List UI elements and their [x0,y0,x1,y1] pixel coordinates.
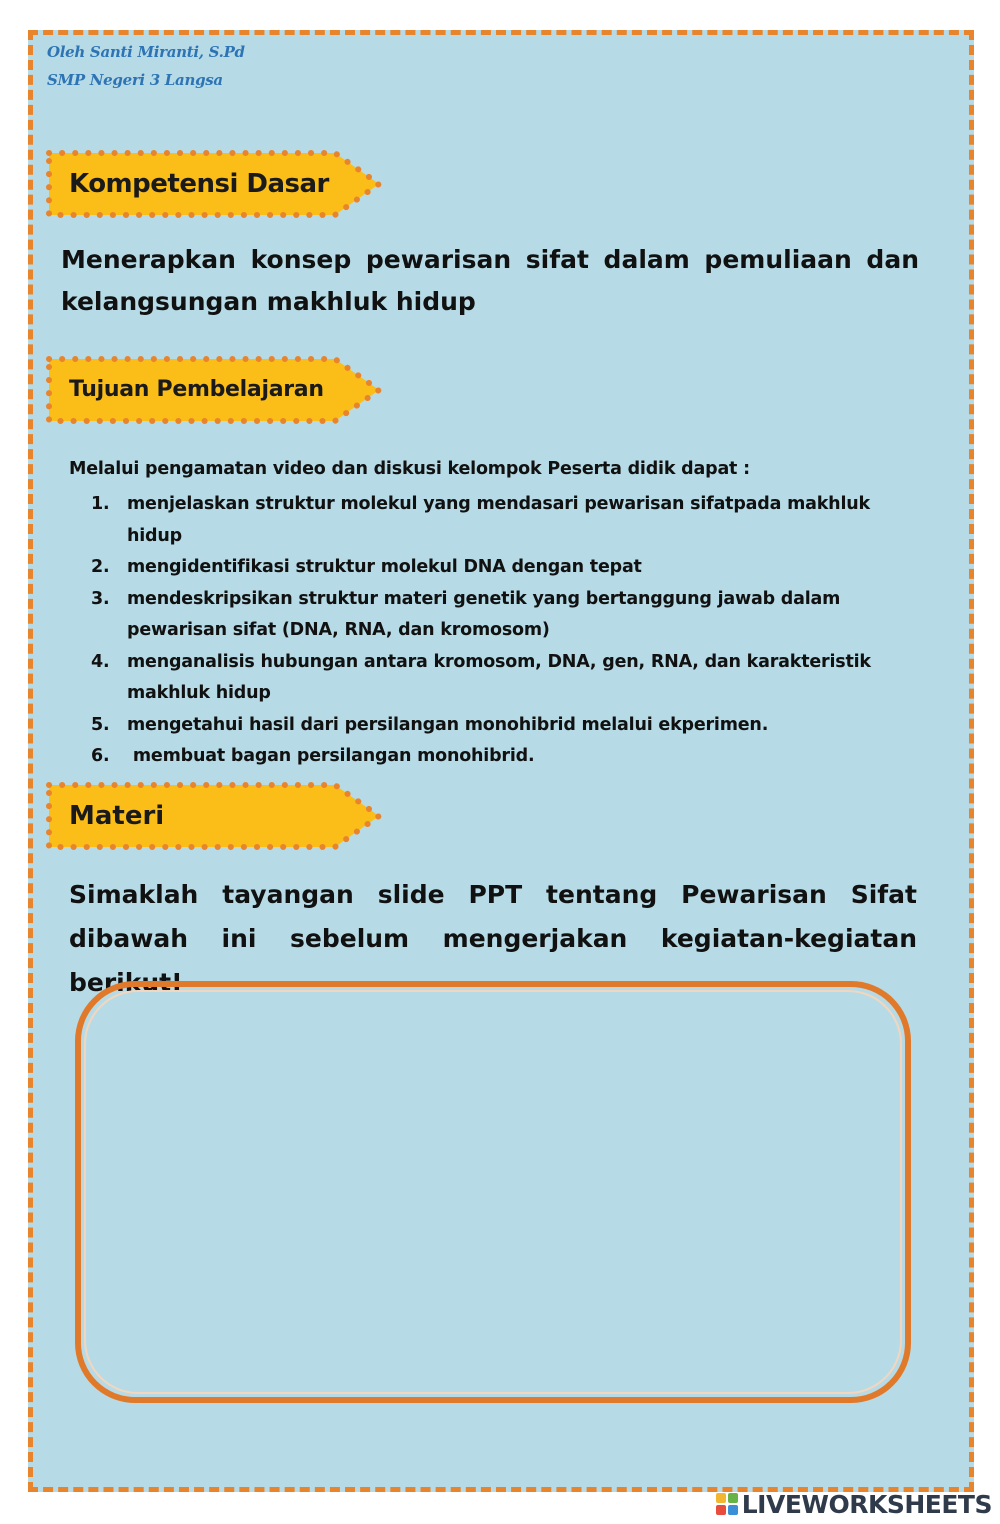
kompetensi-dasar-banner [45,149,385,219]
item-number: 6. [91,746,110,766]
materi-heading: Materi [69,801,165,831]
list-item [91,552,911,584]
item-text: mengetahui hasil dari persilangan monohibrid melalui ekperimen. [127,714,769,735]
item-number: 3. [91,588,110,609]
item-text: membuat bagan persilangan monohibrid. [127,746,535,766]
item-text: menganalisis hubungan antara kromosom, DNA, gen, RNA, dan karakteristik makhluk hidup [127,651,871,703]
list-item [91,741,911,773]
tujuan-pembelajaran-heading: Tujuan Pembelajaran [69,377,324,402]
item-number: 2. [91,557,110,577]
list-item [91,489,911,552]
list-item [91,647,911,710]
author-name: Oleh Santi Miranti, S.Pd [47,43,245,61]
item-text: mengidentifikasi struktur molekul DNA dengan tepat [127,557,642,577]
materi-banner [45,781,385,851]
slide-embed-area[interactable] [75,981,911,1403]
materi-text: Simaklah tayangan slide PPT tentang Pewarisan Sifat dibawah ini sebelum mengerjakan kegiatan-kegiatan berikut! [69,880,917,997]
worksheet-page [28,30,974,1492]
list-item [91,584,911,647]
tujuan-list [91,489,911,773]
item-number: 4. [91,651,110,672]
tujuan-pembelajaran-banner [45,355,385,425]
item-text: mendeskripsikan struktur materi genetik yang bertanggung jawab dalam pewarisan sifat (DNA, RNA, dan kromosom) [127,588,841,640]
list-item [91,710,911,742]
kompetensi-dasar-heading: Kompetensi Dasar [69,169,329,199]
liveworksheets-logo-icon [716,1493,738,1515]
item-text: menjelaskan struktur molekul yang mendasari pewarisan sifatpada makhluk hidup [127,494,870,546]
liveworksheets-logo[interactable] [716,1488,992,1520]
liveworksheets-brand: LIVEWORKSHEETS [741,1489,992,1519]
item-number: 5. [91,714,110,735]
kompetensi-dasar-text: Menerapkan konsep pewarisan sifat dalam pemuliaan dan kelangsungan makhluk hidup [61,245,919,316]
slide-frame-inner [84,990,902,1394]
item-number: 1. [91,494,110,514]
tujuan-intro: Melalui pengamatan video dan diskusi kelompok Peserta didik dapat : [69,459,750,479]
school-name: SMP Negeri 3 Langsa [47,71,223,89]
